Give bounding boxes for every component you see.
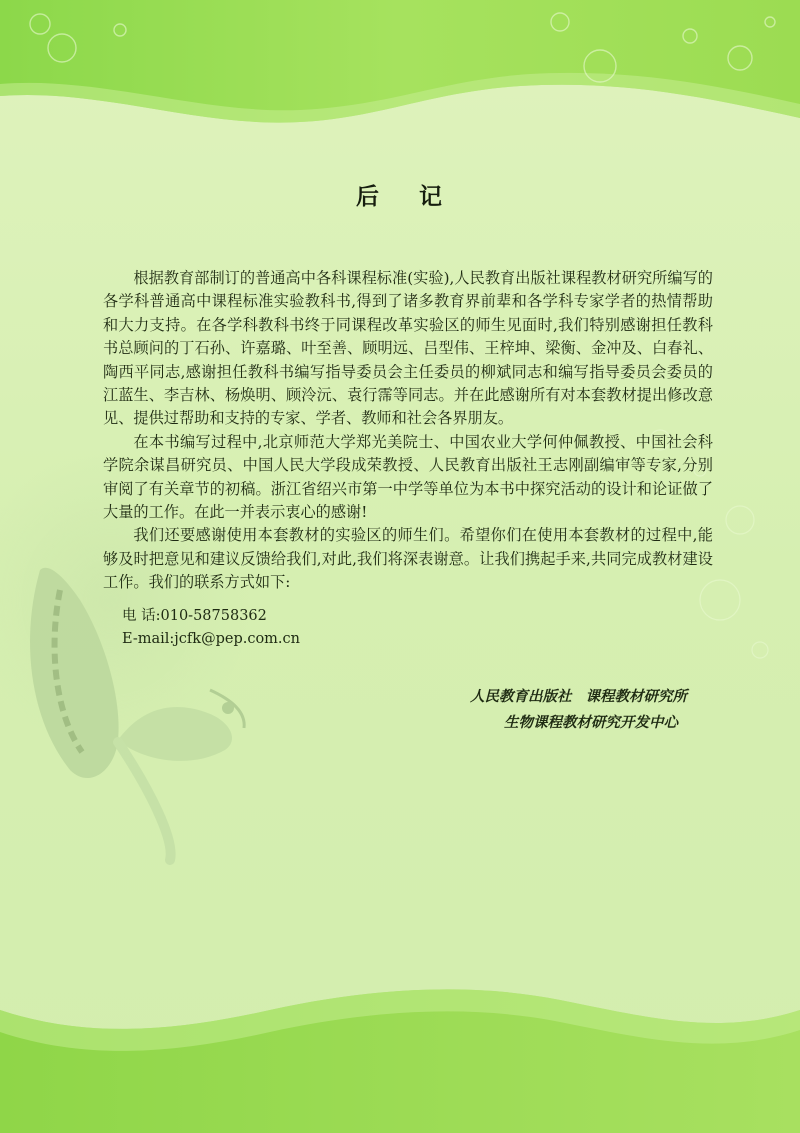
paragraph-reviewers: 在本书编写过程中,北京师范大学郑光美院士、中国农业大学何仲佩教授、中国社会科学院余谋昌研究员、中国人民大学段成荣教授、人民教育出版社王志刚副编审等专家,分别审阅了有关章节的初稿。浙江省绍兴市第一中学等单位为本书中探究活动的设计和论证做了大量的工作。在此一并表示衷心的感谢! bbox=[103, 432, 713, 522]
signature-org-institute: 课程教材研究所 bbox=[585, 688, 687, 705]
signature-block bbox=[470, 684, 750, 736]
title-char-1: 后 bbox=[355, 183, 381, 210]
contact-info bbox=[122, 605, 300, 651]
signature-org-publisher: 人民教育出版社 bbox=[470, 688, 572, 705]
signature-line-1 bbox=[470, 684, 750, 710]
paragraph-feedback: 我们还要感谢使用本套教材的实验区的师生们。希望你们在使用本套教材的过程中,能够及时把意见和建议反馈给我们,对此,我们将深表谢意。让我们携起手来,共同完成教材建设工作。我们的联系方式如下: bbox=[103, 526, 713, 592]
title-char-2: 记 bbox=[419, 183, 444, 210]
email-line: E-mail:jcfk@pep.com.cn bbox=[122, 631, 301, 647]
phone-line: 电 话:010-58758362 bbox=[122, 608, 267, 624]
page-title bbox=[0, 178, 800, 211]
signature-org-center: 生物课程教材研究开发中心 bbox=[504, 714, 678, 731]
paragraph-acknowledgement: 根据教育部制订的普通高中各科课程标准(实验),人民教育出版社课程教材研究所编写的各学科普通高中课程标准实验教科书,得到了诸多教育界前辈和各学科专家学者的热情帮助和大力支持。在各学科教科书终于同课程改革实验区的师生见面时,我们特别感谢担任教科书总顾问的丁石孙、许嘉璐、叶至善、顾明远、吕型伟、王梓坤、梁衡、金冲及、白春礼、陶西平同志,感谢担任教科书编写指导委员会主任委员的柳斌同志和编写指导委员会委员的江蓝生、李吉林、杨焕明、顾泠沅、袁行霈等同志。并在此感谢所有对本套教材提出修改意见、提供过帮助和支持的专家、学者、教师和社会各界朋友。 bbox=[103, 269, 713, 428]
afterword-body bbox=[103, 267, 713, 595]
